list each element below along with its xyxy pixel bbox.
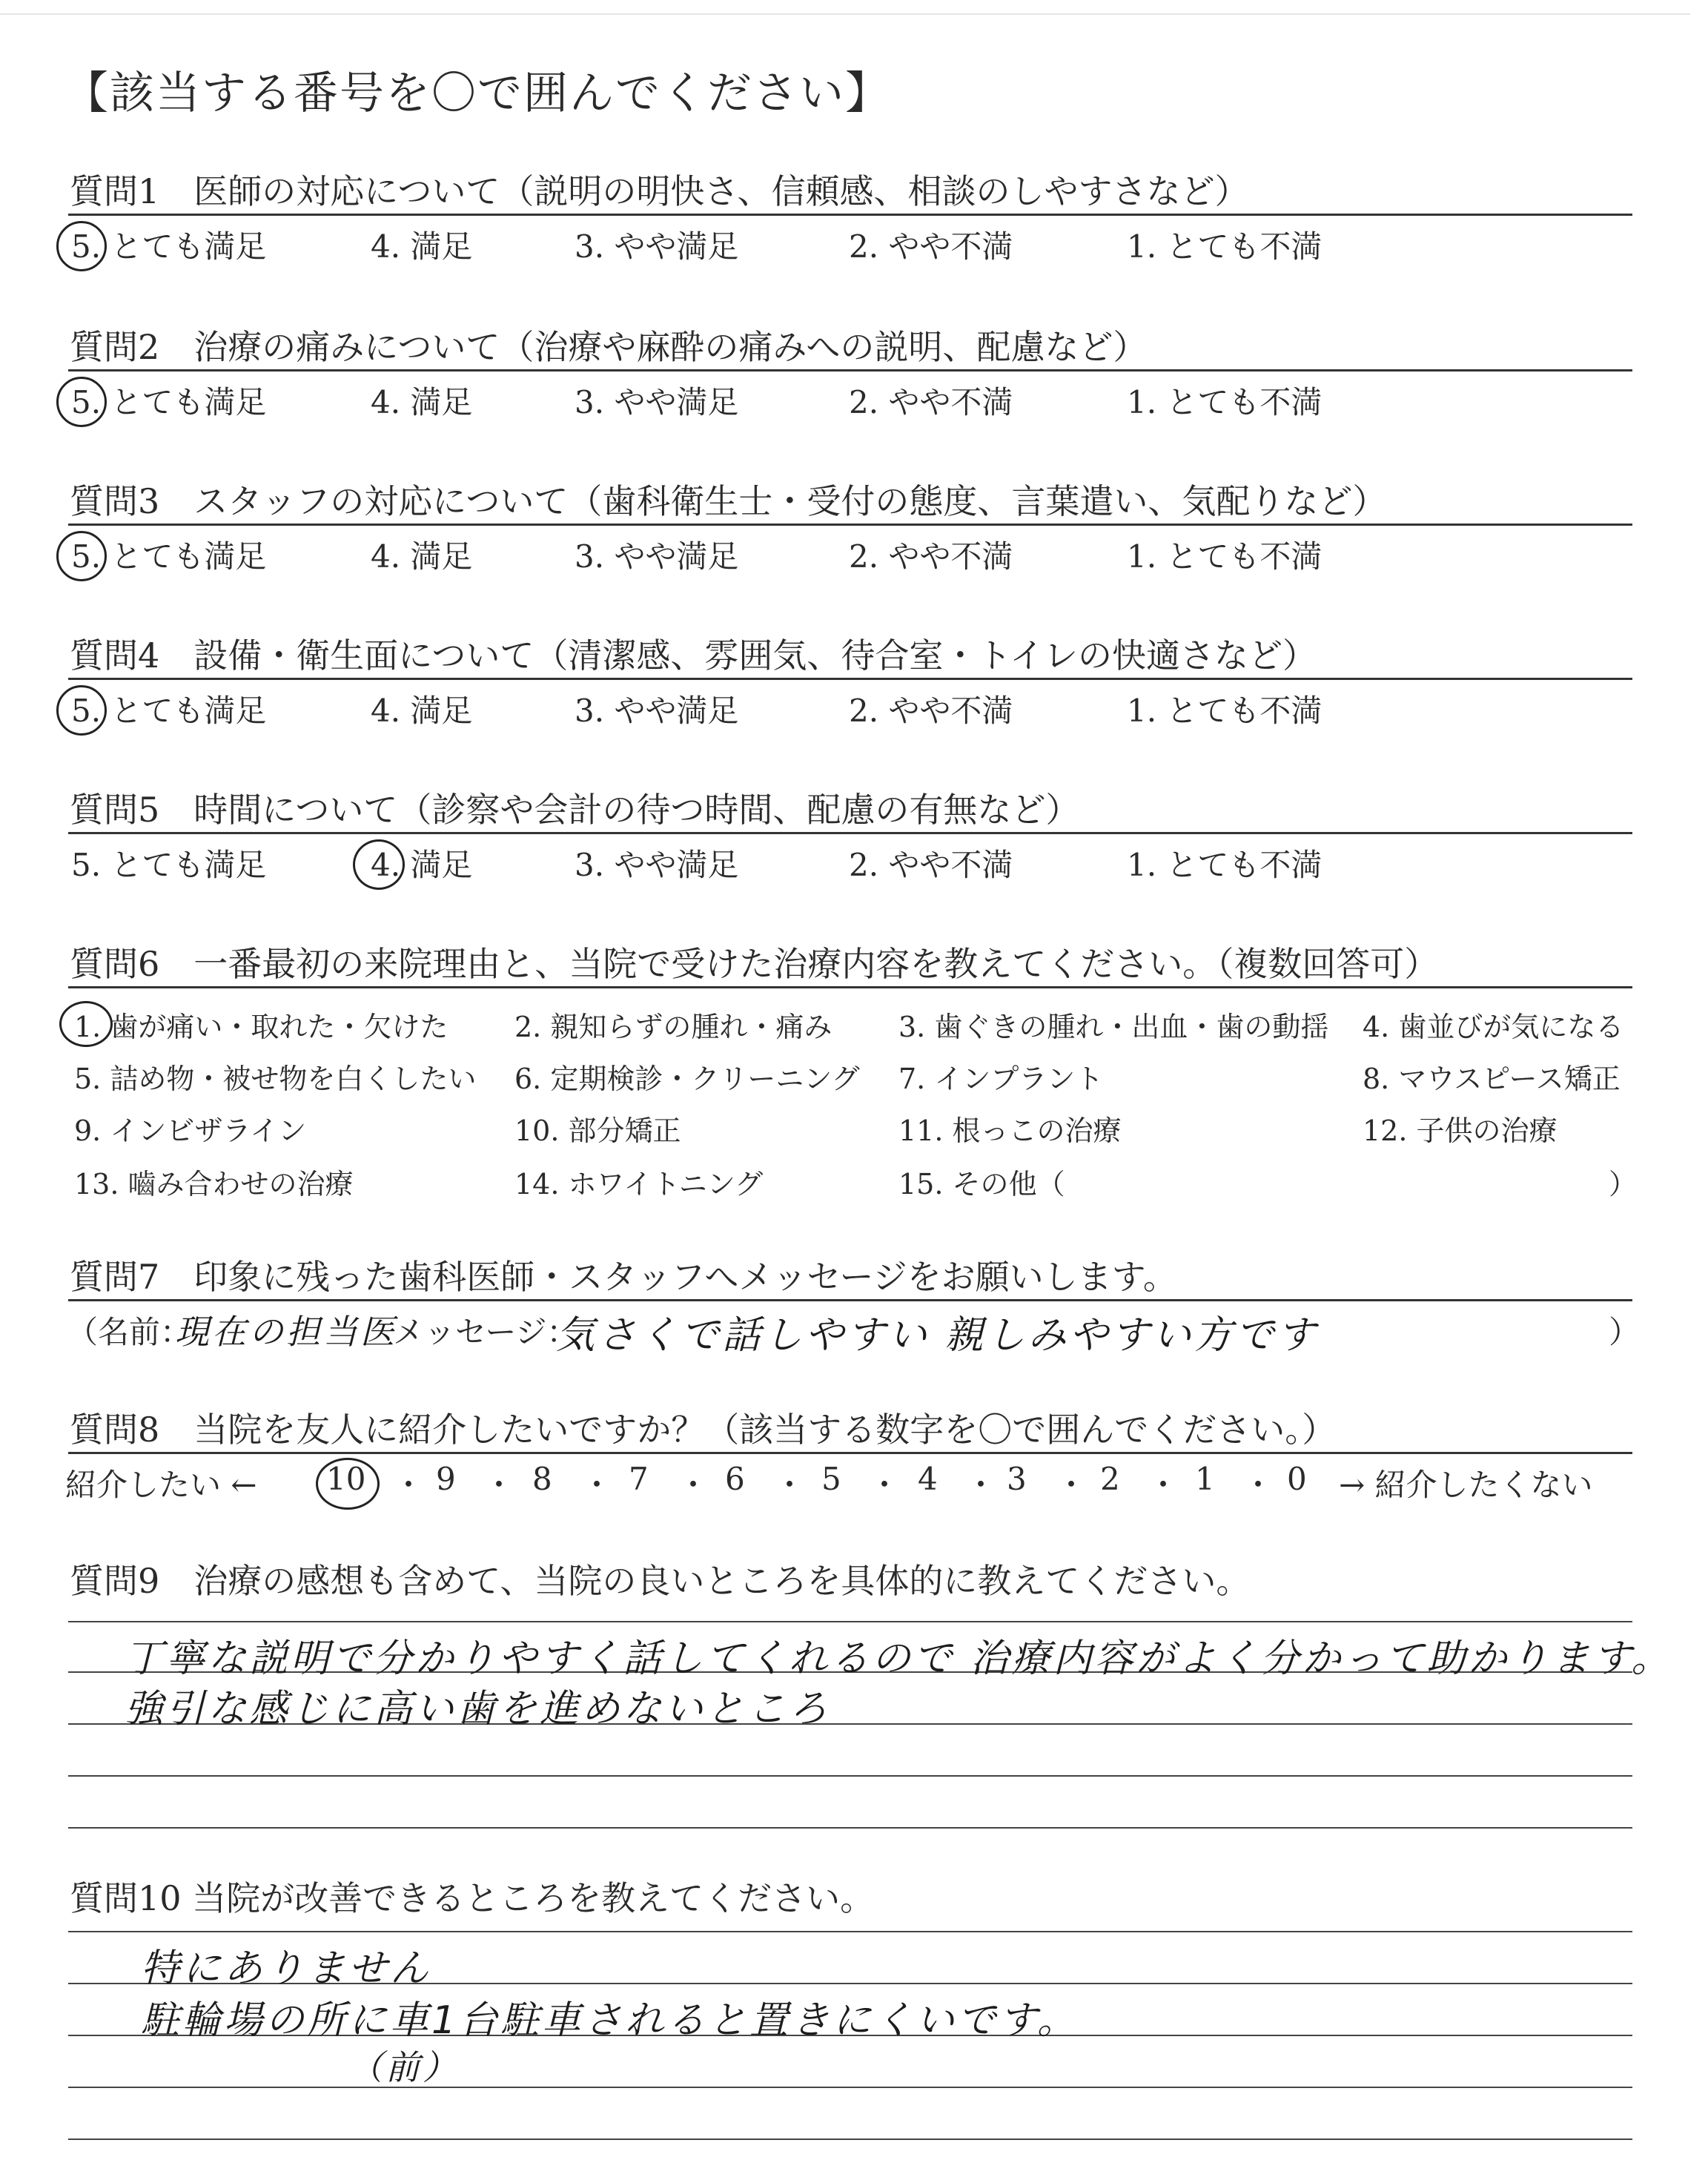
q8-dot: ・ — [965, 1467, 997, 1503]
q4-selected-circle — [56, 685, 107, 736]
q6-option-15-close-paren: ） — [1609, 1168, 1638, 1200]
q8-number-2[interactable]: 2 — [1100, 1461, 1120, 1497]
q1-selected-circle — [56, 221, 107, 271]
q6-option-4[interactable]: 4. 歯並びが気になる — [1363, 1011, 1624, 1043]
q8-dot: ・ — [869, 1467, 901, 1503]
q2-option-4[interactable]: 4. 満足 — [371, 384, 473, 420]
question-4-rule — [68, 678, 1632, 680]
q8-number-0[interactable]: 0 — [1287, 1461, 1307, 1497]
q4-option-5[interactable]: 5. とても満足 — [71, 693, 267, 729]
q6-option-13[interactable]: 13. 嚙み合わせの治療 — [74, 1168, 354, 1200]
q6-option-8[interactable]: 8. マウスピース矯正 — [1363, 1063, 1621, 1095]
q9-line-4 — [68, 1775, 1632, 1777]
q2-selected-circle — [56, 377, 107, 427]
q2-option-5[interactable]: 5. とても満足 — [71, 384, 267, 420]
q4-option-2[interactable]: 2. やや不満 — [849, 693, 1013, 729]
q4-option-3[interactable]: 3. やや満足 — [575, 693, 739, 729]
q6-option-12[interactable]: 12. 子供の治療 — [1363, 1114, 1558, 1147]
q8-dot: ・ — [1148, 1467, 1179, 1503]
question-8-rule — [68, 1452, 1632, 1454]
q5-option-3[interactable]: 3. やや満足 — [575, 847, 739, 883]
q8-left-label: 紹介したい ← — [65, 1467, 257, 1503]
q6-selected-circle — [59, 1001, 113, 1047]
q6-option-6[interactable]: 6. 定期検診・クリーニング — [514, 1063, 860, 1095]
q6-option-1[interactable]: 1. 歯が痛い・取れた・欠けた — [74, 1011, 448, 1043]
question-5-rule — [68, 832, 1632, 834]
q8-dot: ・ — [774, 1467, 806, 1503]
q8-dot: ・ — [581, 1467, 613, 1503]
q9-answer-line-1[interactable]: 丁寧な説明で分かりやすく話してくれるので 治療内容がよく分かって助かります。 — [125, 1636, 1673, 1681]
q10-answer-line-1[interactable]: 特にありません — [141, 1946, 432, 1991]
q1-option-5[interactable]: 5. とても満足 — [71, 228, 267, 265]
q6-option-9[interactable]: 9. インビザライン — [74, 1114, 307, 1147]
q8-number-10[interactable]: 10 — [326, 1461, 366, 1497]
q9-line-5 — [68, 1827, 1632, 1829]
question-6-title: 質問6 一番最初の来院理由と、当院で受けた治療内容を教えてください。（複数回答可） — [70, 944, 1439, 984]
question-1-rule — [68, 214, 1632, 216]
q8-number-1[interactable]: 1 — [1195, 1461, 1215, 1497]
page-top-edge — [0, 13, 1690, 15]
q5-option-2[interactable]: 2. やや不満 — [849, 847, 1013, 883]
q7-message-value[interactable]: 気さくで話しやすい 親しみやすい方です — [556, 1313, 1319, 1358]
q5-selected-circle — [353, 839, 405, 890]
question-7-title: 質問7 印象に残った歯科医師・スタッフへメッセージをお願いします。 — [70, 1257, 1177, 1297]
q7-message-label: メッセージ： — [393, 1314, 578, 1350]
q1-option-4[interactable]: 4. 満足 — [371, 228, 473, 265]
question-10-title: 質問10 当院が改善できるところを教えてください。 — [70, 1878, 875, 1918]
q7-name-value[interactable]: 現在の担当医 — [175, 1312, 397, 1352]
q2-option-1[interactable]: 1. とても不満 — [1127, 384, 1323, 420]
question-7-rule — [68, 1299, 1632, 1301]
q6-option-3[interactable]: 3. 歯ぐきの腫れ・出血・歯の動揺 — [898, 1011, 1329, 1043]
question-2-rule — [68, 369, 1632, 371]
q10-line-5 — [68, 2138, 1632, 2140]
question-8-title: 質問8 当院を友人に紹介したいですか？（該当する数字を〇で囲んでください。） — [70, 1410, 1337, 1450]
q9-line-1 — [68, 1621, 1632, 1622]
q8-selected-circle — [316, 1458, 380, 1510]
q6-option-10[interactable]: 10. 部分矯正 — [514, 1114, 681, 1147]
q8-dot: ・ — [393, 1467, 425, 1503]
q8-number-9[interactable]: 9 — [436, 1461, 456, 1497]
q1-option-2[interactable]: 2. やや不満 — [849, 228, 1013, 265]
q6-option-15[interactable]: 15. その他（ — [898, 1168, 1065, 1200]
question-9-title: 質問9 治療の感想も含めて、当院の良いところを具体的に教えてください。 — [70, 1561, 1251, 1601]
q3-option-3[interactable]: 3. やや満足 — [575, 538, 739, 575]
q6-option-2[interactable]: 2. 親知らずの腫れ・痛み — [514, 1011, 833, 1043]
q8-number-5[interactable]: 5 — [821, 1461, 841, 1497]
q7-close-paren: ） — [1609, 1314, 1641, 1350]
q8-dot: ・ — [1056, 1467, 1088, 1503]
q3-option-5[interactable]: 5. とても満足 — [71, 538, 267, 575]
q4-option-4[interactable]: 4. 満足 — [371, 693, 473, 729]
q2-option-2[interactable]: 2. やや不満 — [849, 384, 1013, 420]
q2-option-3[interactable]: 3. やや満足 — [575, 384, 739, 420]
q8-right-label: → 紹介したくない — [1339, 1467, 1593, 1503]
question-4-title: 質問4 設備・衛生面について（清潔感、雰囲気、待合室・トイレの快適さなど） — [70, 635, 1317, 676]
q8-number-4[interactable]: 4 — [918, 1461, 938, 1497]
q8-dot: ・ — [1242, 1467, 1274, 1503]
q10-line-1 — [68, 1931, 1632, 1932]
q8-number-8[interactable]: 8 — [532, 1461, 552, 1497]
q8-number-6[interactable]: 6 — [725, 1461, 745, 1497]
q5-option-4[interactable]: 4. 満足 — [371, 847, 473, 883]
question-3-title: 質問3 スタッフの対応について（歯科衛生士・受付の態度、言葉遣い、気配りなど） — [70, 481, 1387, 521]
q1-option-1[interactable]: 1. とても不満 — [1127, 228, 1323, 265]
q3-option-4[interactable]: 4. 満足 — [371, 538, 473, 575]
question-6-rule — [68, 986, 1632, 988]
q8-number-3[interactable]: 3 — [1007, 1461, 1027, 1497]
q7-name-label: （名前： — [67, 1314, 192, 1350]
q3-option-1[interactable]: 1. とても不満 — [1127, 538, 1323, 575]
q4-option-1[interactable]: 1. とても不満 — [1127, 693, 1323, 729]
q8-dot: ・ — [483, 1467, 515, 1503]
q6-option-7[interactable]: 7. インプラント — [898, 1063, 1104, 1095]
q1-option-3[interactable]: 3. やや満足 — [575, 228, 739, 265]
q6-option-14[interactable]: 14. ホワイトニング — [514, 1168, 764, 1200]
question-5-title: 質問5 時間について（診察や会計の待つ時間、配慮の有無など） — [70, 790, 1080, 830]
question-3-rule — [68, 524, 1632, 526]
q10-line-4 — [68, 2087, 1632, 2088]
question-1-title: 質問1 医師の対応について（説明の明快さ、信頼感、相談のしやすさなど） — [70, 171, 1249, 211]
q6-option-5[interactable]: 5. 詰め物・被せ物を白くしたい — [74, 1063, 477, 1095]
q10-answer-line-2[interactable]: 駐輪場の所に車1台駐車されると置きにくいです。 — [141, 1998, 1079, 2043]
q5-option-5[interactable]: 5. とても満足 — [71, 847, 267, 883]
question-2-title: 質問2 治療の痛みについて（治療や麻酔の痛みへの説明、配慮など） — [70, 327, 1148, 367]
q9-answer-line-2[interactable]: 強引な感じに高い歯を進めないところ — [125, 1687, 831, 1731]
q8-number-7[interactable]: 7 — [629, 1461, 649, 1497]
q3-selected-circle — [56, 531, 107, 581]
q3-option-2[interactable]: 2. やや不満 — [849, 538, 1013, 575]
page-header: 【該当する番号を〇で囲んでください】 — [64, 67, 891, 119]
q6-option-11[interactable]: 11. 根っこの治療 — [898, 1114, 1122, 1147]
q5-option-1[interactable]: 1. とても不満 — [1127, 847, 1323, 883]
q8-dot: ・ — [678, 1467, 709, 1503]
q10-answer-line-3[interactable]: （前） — [348, 2047, 460, 2087]
